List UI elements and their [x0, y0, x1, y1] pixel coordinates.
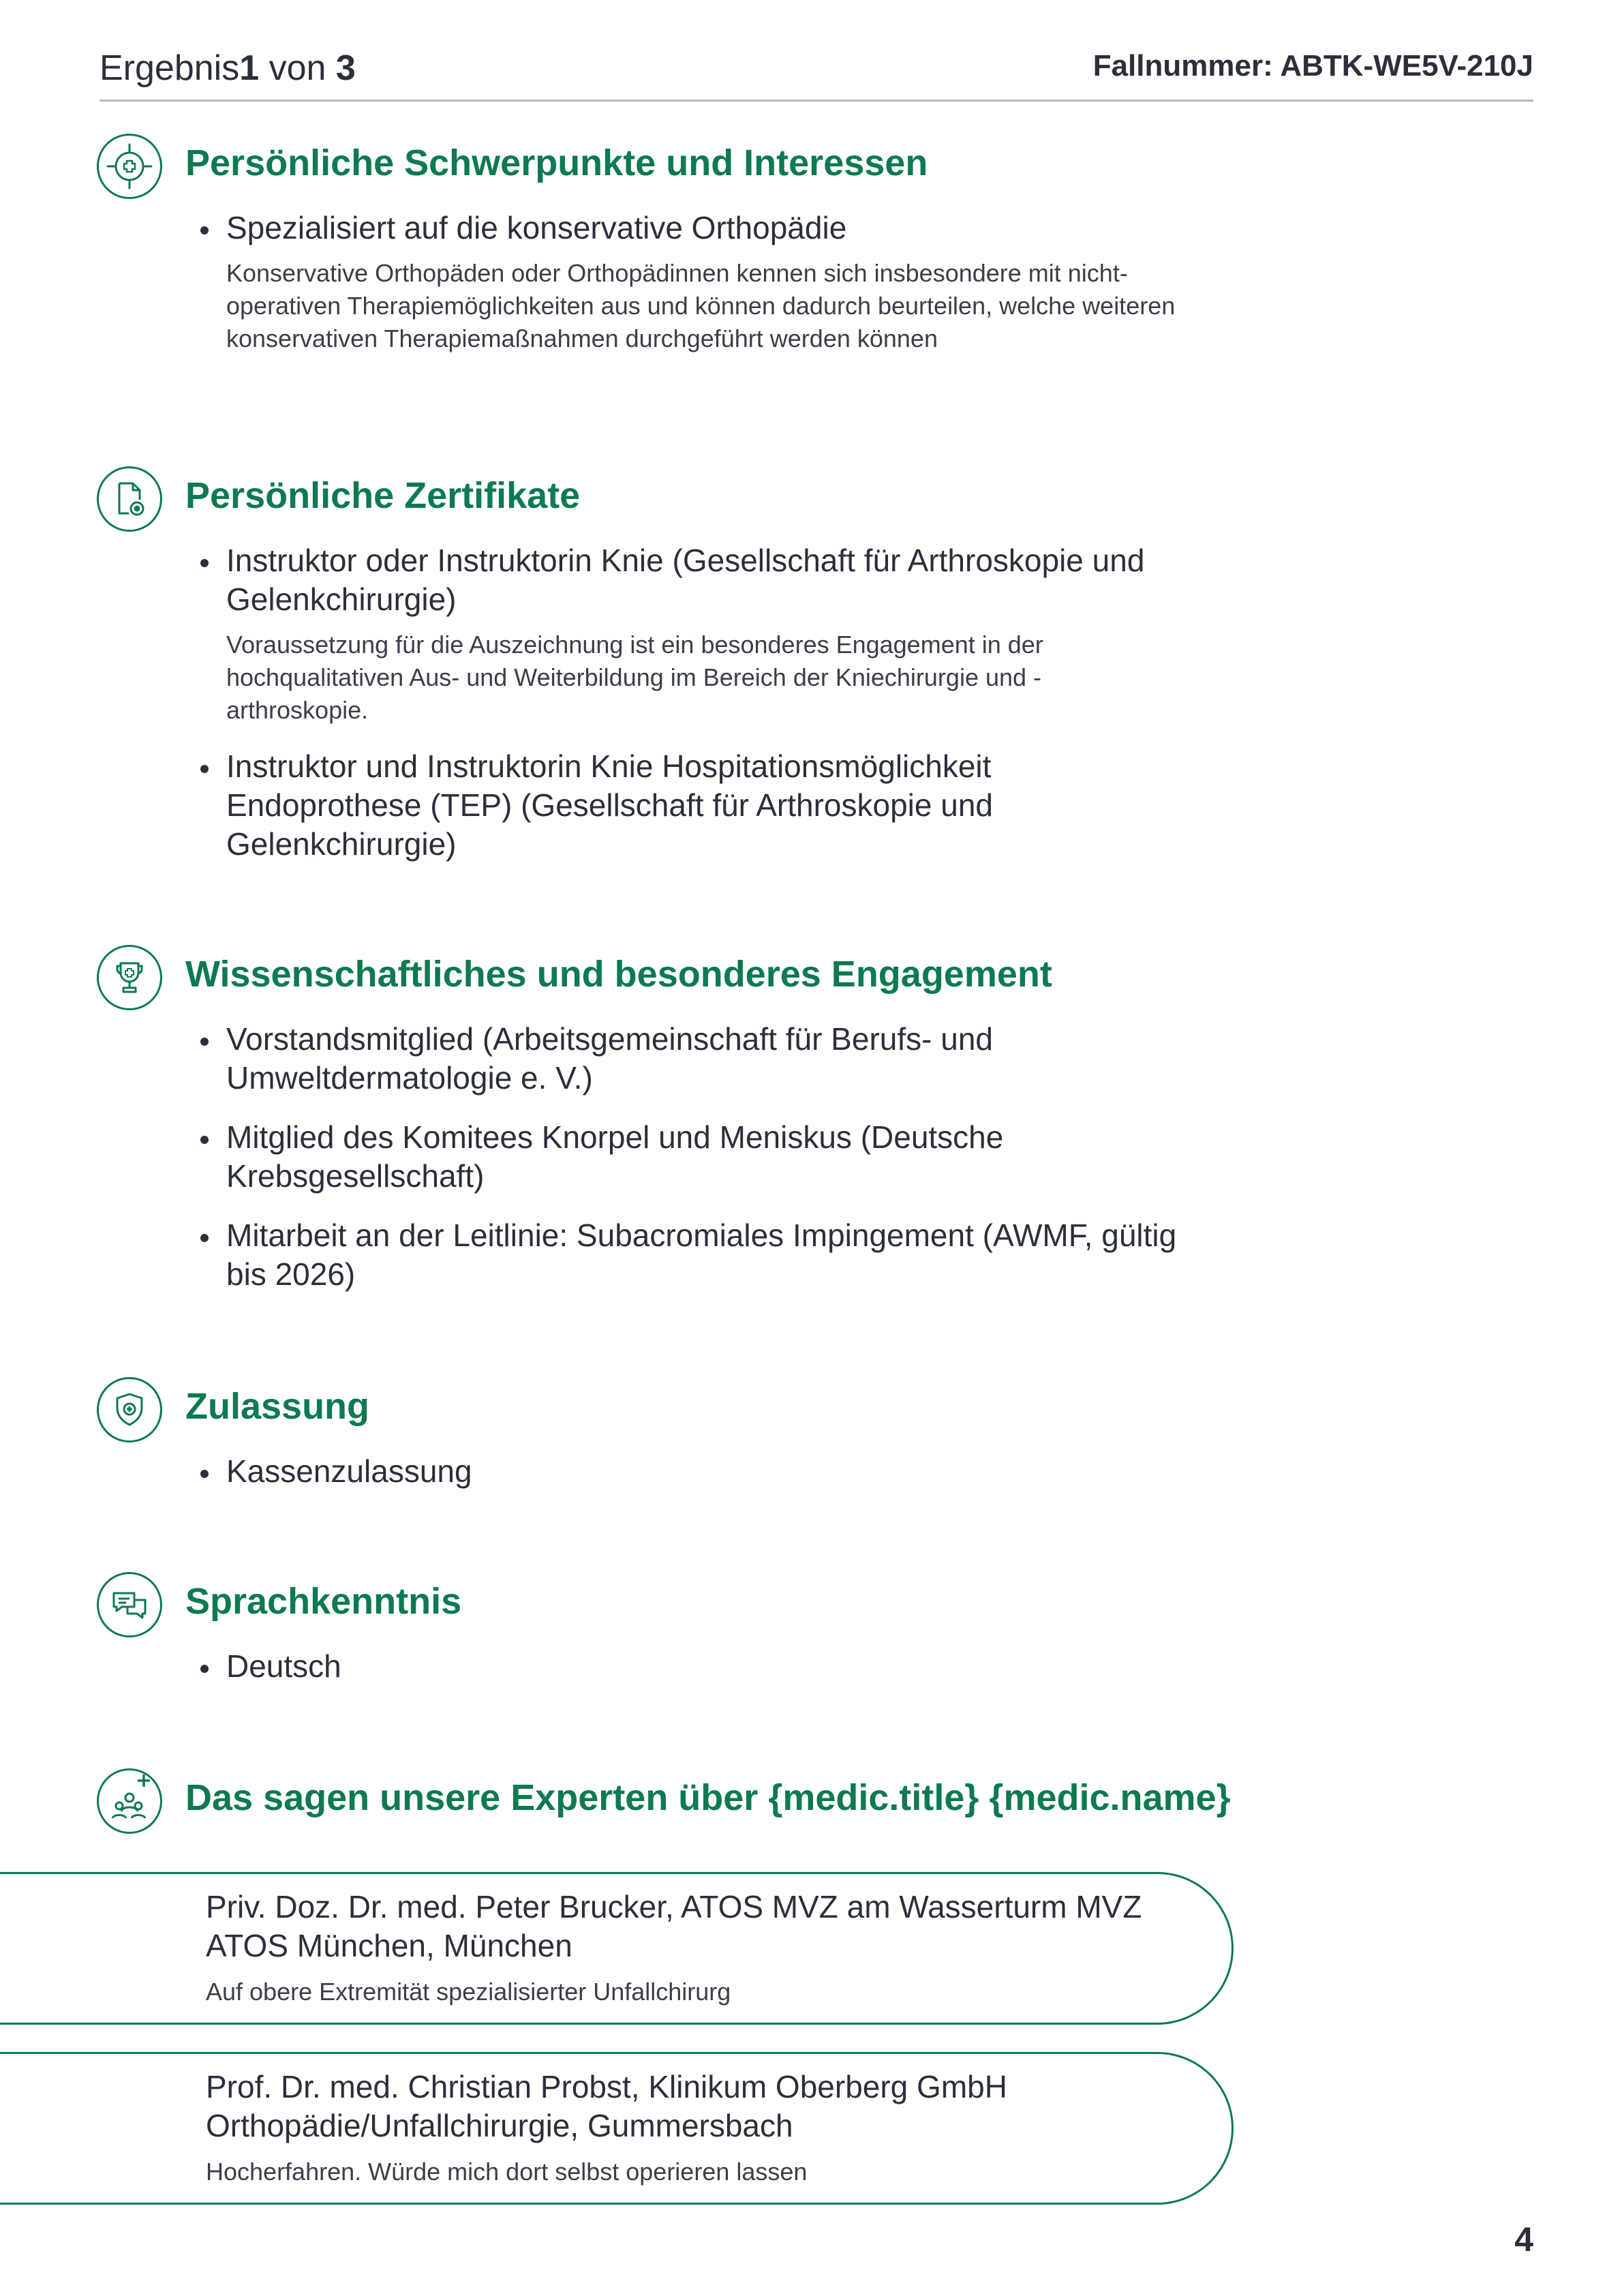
item-title: Instruktor und Instruktorin Knie Hospitationsmöglichkeit Endoprothese (TEP) (Gesellschaft für Arthroskopie und Gelenkchirurgie) — [226, 749, 994, 862]
quote-author: Prof. Dr. med. Christian Probst, Klinikum Oberberg GmbH Orthopädie/Unfallchirurgie, Gummersbach — [206, 2069, 1007, 2143]
item-description: Voraussetzung für die Auszeichnung ist ein besonderes Engagement in der hochqualitativen Aus- und Weiterbildung im Bereich der Kniechirurgie und -arthroskopie. — [226, 631, 1043, 724]
result-counter — [100, 48, 356, 89]
section-interests — [97, 134, 1303, 355]
section-engagement — [97, 945, 1303, 1294]
shield-plus-icon — [97, 1377, 162, 1442]
bullet — [200, 1234, 209, 1242]
list-item — [97, 1647, 1303, 1686]
list-item — [97, 1020, 1303, 1098]
item-title: Instruktor oder Instruktorin Knie (Gesellschaft für Arthroskopie und Gelenkchirurgie) — [226, 543, 1145, 617]
item-title: Spezialisiert auf die konservative Orthopädie — [226, 210, 847, 245]
list-item — [97, 209, 1303, 355]
item-title: Vorstandsmitglied (Arbeitsgemeinschaft für Berufs- und Umweltdermatologie e. V.) — [226, 1021, 993, 1096]
item-title: Deutsch — [226, 1648, 341, 1684]
result-label: Ergebnis — [100, 48, 240, 88]
list-item — [97, 1118, 1303, 1196]
section-title: Das sagen unsere Experten über {medic.title} {medic.name} — [185, 1777, 1231, 1818]
expert-quote-card — [0, 1872, 1234, 2025]
section-title: Persönliche Schwerpunkte und Interessen — [185, 142, 928, 183]
item-title: Mitarbeit an der Leitlinie: Subacromiales Impingement (AWMF, gültig bis 2026) — [226, 1218, 1177, 1292]
bullet — [200, 1136, 209, 1144]
trophy-icon — [97, 945, 162, 1010]
quote-text: Auf obere Extremität spezialisierter Unfallchirurg — [206, 1978, 731, 2006]
item-title: Mitglied des Komitees Knorpel und Meniskus (Deutsche Krebsgesellschaft) — [226, 1119, 1004, 1194]
page-header — [100, 45, 1533, 102]
item-description: Konservative Orthopäden oder Orthopädinnen kennen sich insbesondere mit nicht-operativen Therapiemöglichkeiten aus und können dadurch beurteilen, welche weiteren konservativen Therapiemaßnahmen durchgeführt werden können — [226, 259, 1176, 352]
speech-bubbles-icon — [97, 1572, 162, 1637]
section-languages — [97, 1572, 1303, 1686]
bullet — [200, 1665, 209, 1673]
result-total: 3 — [335, 48, 356, 88]
people-plus-icon — [97, 1768, 162, 1834]
bullet — [200, 1470, 209, 1478]
section-title: Persönliche Zertifikate — [185, 475, 581, 516]
result-current: 1 — [239, 48, 260, 88]
crosshair-plus-icon — [97, 134, 162, 199]
quote-author: Priv. Doz. Dr. med. Peter Brucker, ATOS MVZ am Wasserturm MVZ ATOS München, München — [206, 1889, 1142, 1963]
section-license — [97, 1377, 1303, 1491]
section-title: Wissenschaftliches und besonderes Engagement — [185, 954, 1052, 995]
bullet — [200, 226, 209, 235]
result-of: von — [259, 48, 336, 88]
section-certificates — [97, 466, 1303, 864]
section-title: Zulassung — [185, 1386, 370, 1427]
list-item — [97, 541, 1303, 727]
certificate-document-icon — [97, 466, 162, 532]
page-number: 4 — [1514, 2220, 1533, 2259]
case-number: Fallnummer: ABTK-WE5V-210J — [1092, 49, 1533, 82]
expert-quote-card — [0, 2052, 1234, 2205]
list-item — [97, 747, 1303, 864]
section-title: Sprachkenntnis — [185, 1581, 462, 1622]
bullet — [200, 559, 209, 567]
bullet — [200, 765, 209, 773]
list-item — [97, 1216, 1303, 1294]
list-item — [97, 1452, 1303, 1491]
item-title: Kassenzulassung — [226, 1453, 472, 1489]
bullet — [200, 1038, 209, 1046]
quote-text: Hocherfahren. Würde mich dort selbst operieren lassen — [206, 2158, 808, 2186]
